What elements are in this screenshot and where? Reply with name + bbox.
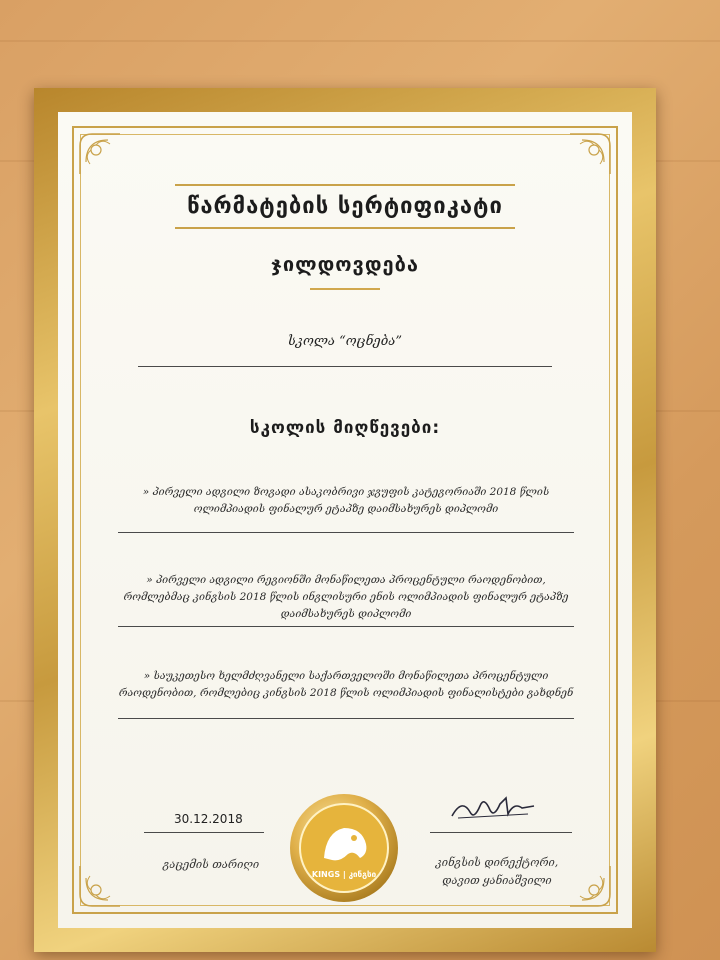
seal-medallion-icon bbox=[288, 792, 400, 904]
corner-ornament-icon bbox=[568, 864, 612, 908]
corner-ornament-icon bbox=[568, 132, 612, 176]
director-title: კინგსის დირექტორი, bbox=[435, 856, 559, 869]
recipient-name: სკოლა “ოცნება” bbox=[287, 334, 403, 349]
director-label bbox=[420, 854, 574, 890]
recipient-rule bbox=[138, 366, 552, 367]
date-rule bbox=[144, 832, 264, 833]
certificate-frame bbox=[34, 88, 656, 952]
achievement-item: » საუკეთესო ხელმძღვანელი საქართველოში მონაწილეთა პროცენტული რაოდენობით, რომლებიც კინგსის 2018 წლის ოლიმპიადის ფინალისტები გახდნენ bbox=[118, 670, 574, 699]
kings-seal bbox=[288, 792, 400, 904]
seal-label: KINGS | კინგსი bbox=[311, 870, 377, 879]
signature-rule bbox=[430, 832, 572, 833]
achievement-rule bbox=[118, 626, 574, 627]
corner-ornament-icon bbox=[78, 864, 122, 908]
certificate-title: წარმატების სერტიფიკატი bbox=[187, 194, 503, 219]
title-bottom-rule bbox=[175, 227, 515, 229]
achievement-item: » პირველი ადგილი რეგიონში მონაწილეთა პროცენტული რაოდენობით, რომლებმაც კინგსის 2018 წლის ინგლისური ენის ოლიმპიადის ფინალურ ეტაპზე დაიმსახურეს დიპლომი bbox=[123, 574, 569, 620]
director-signature bbox=[448, 788, 538, 828]
certificate-subtitle: ჯილდოვდება bbox=[271, 252, 419, 276]
subtitle-rule bbox=[310, 288, 380, 290]
director-name: დავით ყანიაშვილი bbox=[442, 874, 552, 887]
achievement-item: » პირველი ადგილი ზოგადი ასაკობრივი ჯგუფის კატეგორიაში 2018 წლის ოლიმპიადის ფინალურ ეტაპზე დაიმსახურეს დიპლომი bbox=[142, 486, 550, 515]
title-top-rule bbox=[175, 184, 515, 186]
achievement-rule bbox=[118, 718, 574, 719]
certificate-paper bbox=[58, 112, 632, 928]
title-block bbox=[158, 184, 532, 229]
issue-date: 30.12.2018 bbox=[174, 812, 243, 826]
achievements-title: სკოლის მიღწევები: bbox=[249, 418, 441, 438]
corner-ornament-icon bbox=[78, 132, 122, 176]
issue-date-label: გაცემის თარიღი bbox=[162, 858, 260, 871]
achievement-rule bbox=[118, 532, 574, 533]
